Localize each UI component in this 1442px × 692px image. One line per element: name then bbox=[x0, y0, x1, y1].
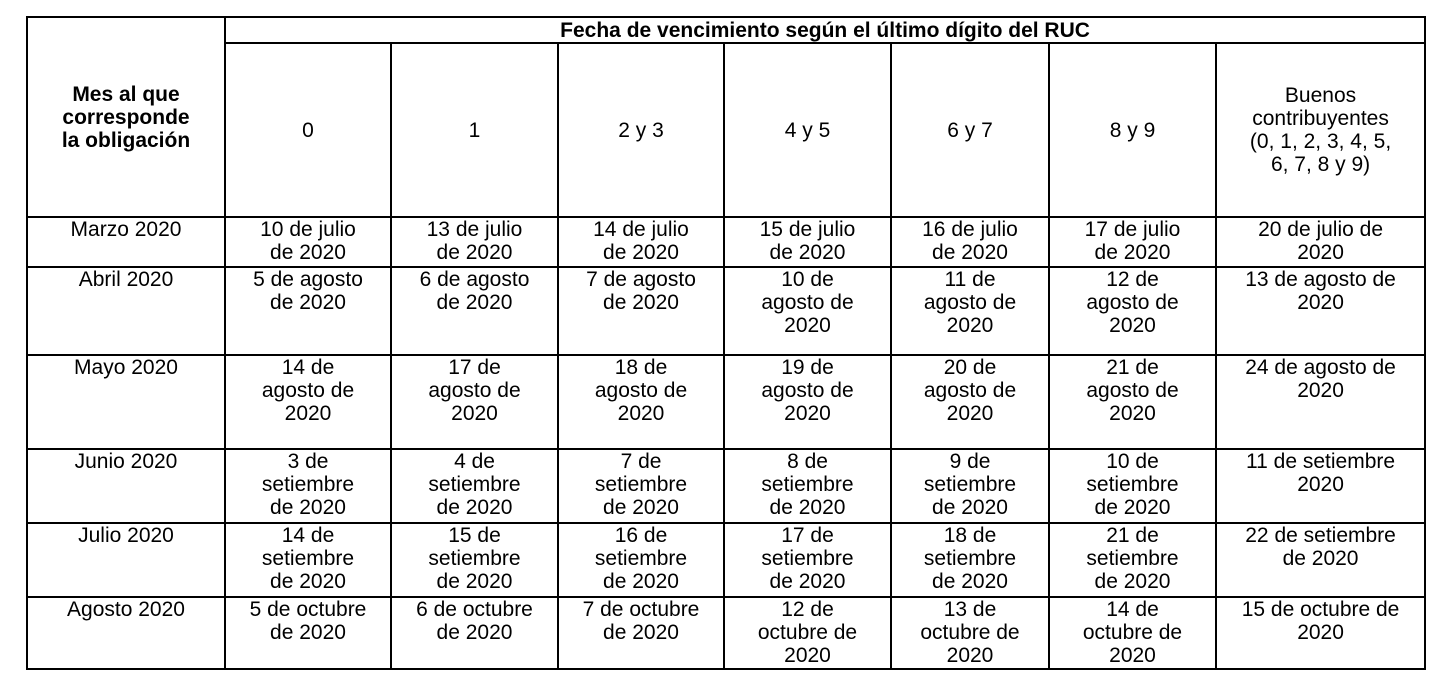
due-date-cell: 10 de setiembre de 2020 bbox=[1049, 449, 1216, 523]
due-date-cell: 17 de agosto de 2020 bbox=[391, 355, 558, 449]
due-date-cell: 10 de julio de 2020 bbox=[225, 217, 391, 267]
due-date-cell: 15 de setiembre de 2020 bbox=[391, 523, 558, 597]
due-date-cell: 14 de octubre de 2020 bbox=[1049, 597, 1216, 669]
month-cell: Marzo 2020 bbox=[27, 217, 225, 267]
table-row bbox=[27, 597, 1425, 669]
due-date-cell: 9 de setiembre de 2020 bbox=[891, 449, 1049, 523]
due-date-cell: 24 de agosto de 2020 bbox=[1216, 355, 1425, 449]
due-date-cell: 21 de agosto de 2020 bbox=[1049, 355, 1216, 449]
due-date-cell: 12 de agosto de 2020 bbox=[1049, 267, 1216, 355]
due-date-cell: 3 de setiembre de 2020 bbox=[225, 449, 391, 523]
due-date-cell: 22 de setiembre de 2020 bbox=[1216, 523, 1425, 597]
good-taxpayers-column-header: Buenos contribuyentes (0, 1, 2, 3, 4, 5, 6, 7, 8 y 9) bbox=[1216, 43, 1425, 217]
due-date-cell: 21 de setiembre de 2020 bbox=[1049, 523, 1216, 597]
due-date-cell: 12 de octubre de 2020 bbox=[724, 597, 891, 669]
due-date-cell: 20 de agosto de 2020 bbox=[891, 355, 1049, 449]
month-cell: Abril 2020 bbox=[27, 267, 225, 355]
month-cell: Junio 2020 bbox=[27, 449, 225, 523]
due-date-cell: 11 de agosto de 2020 bbox=[891, 267, 1049, 355]
due-date-cell: 16 de setiembre de 2020 bbox=[558, 523, 724, 597]
table-row bbox=[27, 355, 1425, 449]
due-date-cell: 20 de julio de 2020 bbox=[1216, 217, 1425, 267]
digit-column-header: 4 y 5 bbox=[724, 43, 891, 217]
due-date-cell: 7 de octubre de 2020 bbox=[558, 597, 724, 669]
due-date-cell: 7 de setiembre de 2020 bbox=[558, 449, 724, 523]
digit-column-header: 0 bbox=[225, 43, 391, 217]
digit-column-header: 2 y 3 bbox=[558, 43, 724, 217]
due-date-group-header: Fecha de vencimiento según el último dígito del RUC bbox=[225, 17, 1425, 43]
due-date-cell: 13 de octubre de 2020 bbox=[891, 597, 1049, 669]
due-date-cell: 6 de agosto de 2020 bbox=[391, 267, 558, 355]
digit-column-header: 6 y 7 bbox=[891, 43, 1049, 217]
table-row bbox=[27, 523, 1425, 597]
due-date-cell: 5 de octubre de 2020 bbox=[225, 597, 391, 669]
due-date-cell: 15 de octubre de 2020 bbox=[1216, 597, 1425, 669]
due-date-cell: 8 de setiembre de 2020 bbox=[724, 449, 891, 523]
digit-column-header: 8 y 9 bbox=[1049, 43, 1216, 217]
month-cell: Julio 2020 bbox=[27, 523, 225, 597]
due-date-cell: 7 de agosto de 2020 bbox=[558, 267, 724, 355]
table-row bbox=[27, 267, 1425, 355]
due-date-cell: 11 de setiembre 2020 bbox=[1216, 449, 1425, 523]
month-column-header: Mes al que corresponde la obligación bbox=[27, 17, 225, 217]
table-row bbox=[27, 449, 1425, 523]
due-date-cell: 6 de octubre de 2020 bbox=[391, 597, 558, 669]
due-date-cell: 16 de julio de 2020 bbox=[891, 217, 1049, 267]
digit-column-header: 1 bbox=[391, 43, 558, 217]
due-date-table bbox=[26, 16, 1426, 670]
due-date-cell: 4 de setiembre de 2020 bbox=[391, 449, 558, 523]
due-date-cell: 10 de agosto de 2020 bbox=[724, 267, 891, 355]
table-row bbox=[27, 217, 1425, 267]
due-date-cell: 18 de agosto de 2020 bbox=[558, 355, 724, 449]
due-date-cell: 5 de agosto de 2020 bbox=[225, 267, 391, 355]
month-cell: Mayo 2020 bbox=[27, 355, 225, 449]
month-cell: Agosto 2020 bbox=[27, 597, 225, 669]
due-date-cell: 13 de julio de 2020 bbox=[391, 217, 558, 267]
due-date-cell: 14 de setiembre de 2020 bbox=[225, 523, 391, 597]
due-date-cell: 18 de setiembre de 2020 bbox=[891, 523, 1049, 597]
due-date-cell: 19 de agosto de 2020 bbox=[724, 355, 891, 449]
due-date-cell: 14 de julio de 2020 bbox=[558, 217, 724, 267]
due-date-cell: 13 de agosto de 2020 bbox=[1216, 267, 1425, 355]
due-date-cell: 15 de julio de 2020 bbox=[724, 217, 891, 267]
due-date-cell: 17 de setiembre de 2020 bbox=[724, 523, 891, 597]
due-date-cell: 14 de agosto de 2020 bbox=[225, 355, 391, 449]
due-date-cell: 17 de julio de 2020 bbox=[1049, 217, 1216, 267]
